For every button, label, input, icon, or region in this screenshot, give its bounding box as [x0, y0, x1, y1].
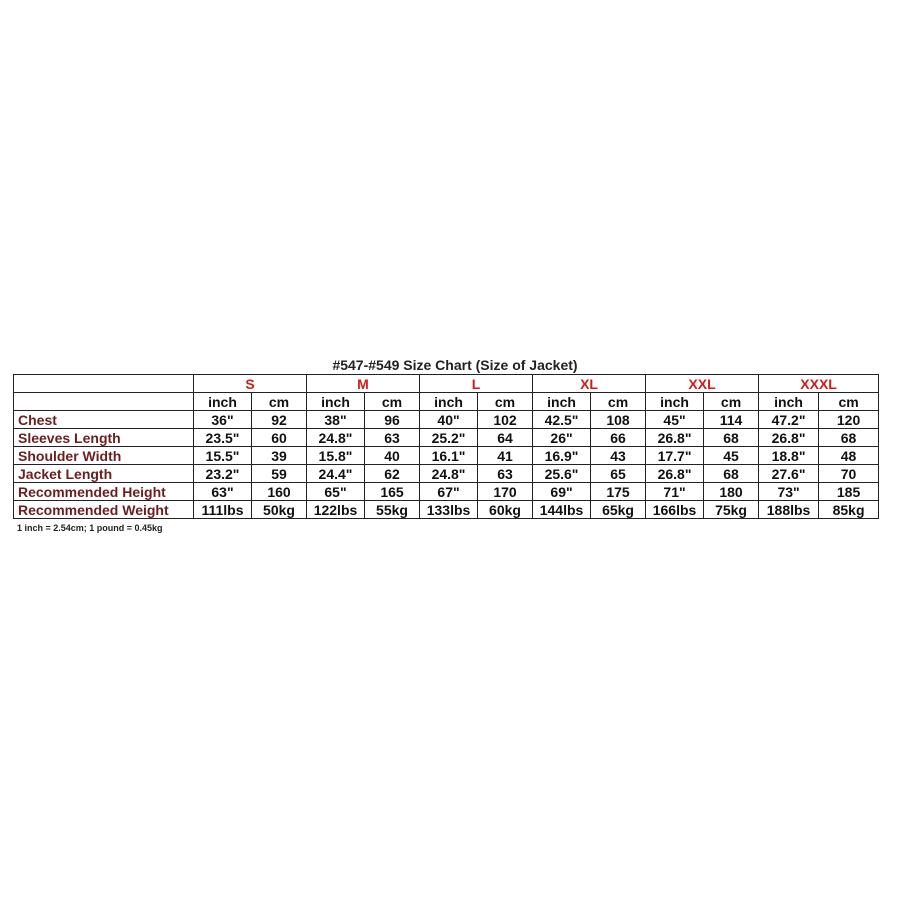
table-cell: 40" [420, 411, 478, 429]
unit-header-inch: inch [420, 393, 478, 411]
table-cell: 102 [478, 411, 533, 429]
unit-header-cm: cm [591, 393, 646, 411]
table-cell: 185 [819, 483, 879, 501]
size-chart [13, 357, 877, 533]
table-cell: 16.9" [533, 447, 591, 465]
table-cell: 75kg [704, 501, 759, 519]
table-cell: 108 [591, 411, 646, 429]
table-cell: 60kg [478, 501, 533, 519]
table-cell: 175 [591, 483, 646, 501]
table-cell: 69" [533, 483, 591, 501]
table-cell: 38" [307, 411, 365, 429]
table-cell: 26.8" [646, 465, 704, 483]
table-cell: 65" [307, 483, 365, 501]
table-cell: 63 [365, 429, 420, 447]
row-label: Chest [14, 411, 194, 429]
table-cell: 68 [819, 429, 879, 447]
unit-header-inch: inch [194, 393, 252, 411]
unit-corner-cell [14, 393, 194, 411]
unit-header-cm: cm [704, 393, 759, 411]
table-cell: 27.6" [759, 465, 819, 483]
size-header-s: S [194, 375, 307, 393]
table-cell: 160 [252, 483, 307, 501]
unit-header-cm: cm [252, 393, 307, 411]
table-cell: 66 [591, 429, 646, 447]
corner-cell [14, 375, 194, 393]
table-cell: 85kg [819, 501, 879, 519]
table-cell: 65 [591, 465, 646, 483]
unit-header-cm: cm [478, 393, 533, 411]
table-cell: 55kg [365, 501, 420, 519]
table-cell: 63 [478, 465, 533, 483]
table-cell: 45 [704, 447, 759, 465]
size-header-l: L [420, 375, 533, 393]
table-cell: 63" [194, 483, 252, 501]
table-cell: 24.8" [307, 429, 365, 447]
table-row [14, 429, 879, 447]
unit-header-inch: inch [307, 393, 365, 411]
table-cell: 62 [365, 465, 420, 483]
size-header-xl: XL [533, 375, 646, 393]
table-cell: 25.2" [420, 429, 478, 447]
table-cell: 71" [646, 483, 704, 501]
row-label: Sleeves Length [14, 429, 194, 447]
table-cell: 26" [533, 429, 591, 447]
table-cell: 15.8" [307, 447, 365, 465]
table-cell: 24.4" [307, 465, 365, 483]
table-cell: 133lbs [420, 501, 478, 519]
table-cell: 170 [478, 483, 533, 501]
table-cell: 23.2" [194, 465, 252, 483]
table-cell: 50kg [252, 501, 307, 519]
unit-header-inch: inch [533, 393, 591, 411]
table-cell: 67" [420, 483, 478, 501]
table-cell: 60 [252, 429, 307, 447]
row-label: Jacket Length [14, 465, 194, 483]
unit-header-cm: cm [365, 393, 420, 411]
table-cell: 111lbs [194, 501, 252, 519]
unit-header-inch: inch [759, 393, 819, 411]
table-row [14, 447, 879, 465]
row-label: Recommended Height [14, 483, 194, 501]
table-cell: 120 [819, 411, 879, 429]
table-row [14, 411, 879, 429]
table-cell: 65kg [591, 501, 646, 519]
unit-header-inch: inch [646, 393, 704, 411]
table-cell: 73" [759, 483, 819, 501]
row-label: Recommended Weight [14, 501, 194, 519]
table-cell: 24.8" [420, 465, 478, 483]
size-header-xxxl: XXXL [759, 375, 879, 393]
table-cell: 114 [704, 411, 759, 429]
table-cell: 16.1" [420, 447, 478, 465]
table-cell: 188lbs [759, 501, 819, 519]
table-cell: 59 [252, 465, 307, 483]
row-label: Shoulder Width [14, 447, 194, 465]
table-row [14, 483, 879, 501]
table-cell: 48 [819, 447, 879, 465]
table-cell: 96 [365, 411, 420, 429]
table-cell: 45" [646, 411, 704, 429]
table-cell: 166lbs [646, 501, 704, 519]
table-cell: 165 [365, 483, 420, 501]
table-cell: 18.8" [759, 447, 819, 465]
table-cell: 122lbs [307, 501, 365, 519]
table-cell: 39 [252, 447, 307, 465]
table-cell: 40 [365, 447, 420, 465]
table-cell: 15.5" [194, 447, 252, 465]
table-row [14, 465, 879, 483]
table-cell: 25.6" [533, 465, 591, 483]
table-cell: 70 [819, 465, 879, 483]
table-cell: 23.5" [194, 429, 252, 447]
unit-header-row [14, 393, 879, 411]
table-cell: 43 [591, 447, 646, 465]
size-table [13, 374, 879, 519]
table-cell: 17.7" [646, 447, 704, 465]
table-row [14, 501, 879, 519]
chart-title: #547-#549 Size Chart (Size of Jacket) [332, 357, 578, 373]
conversion-footnote: 1 inch = 2.54cm; 1 pound = 0.45kg [17, 523, 163, 533]
size-header-xxl: XXL [646, 375, 759, 393]
table-cell: 92 [252, 411, 307, 429]
table-cell: 36" [194, 411, 252, 429]
table-cell: 47.2" [759, 411, 819, 429]
size-header-m: M [307, 375, 420, 393]
table-cell: 64 [478, 429, 533, 447]
table-cell: 68 [704, 465, 759, 483]
table-cell: 68 [704, 429, 759, 447]
unit-header-cm: cm [819, 393, 879, 411]
table-cell: 41 [478, 447, 533, 465]
table-cell: 42.5" [533, 411, 591, 429]
table-cell: 26.8" [759, 429, 819, 447]
size-header-row [14, 375, 879, 393]
table-cell: 144lbs [533, 501, 591, 519]
table-cell: 180 [704, 483, 759, 501]
table-cell: 26.8" [646, 429, 704, 447]
